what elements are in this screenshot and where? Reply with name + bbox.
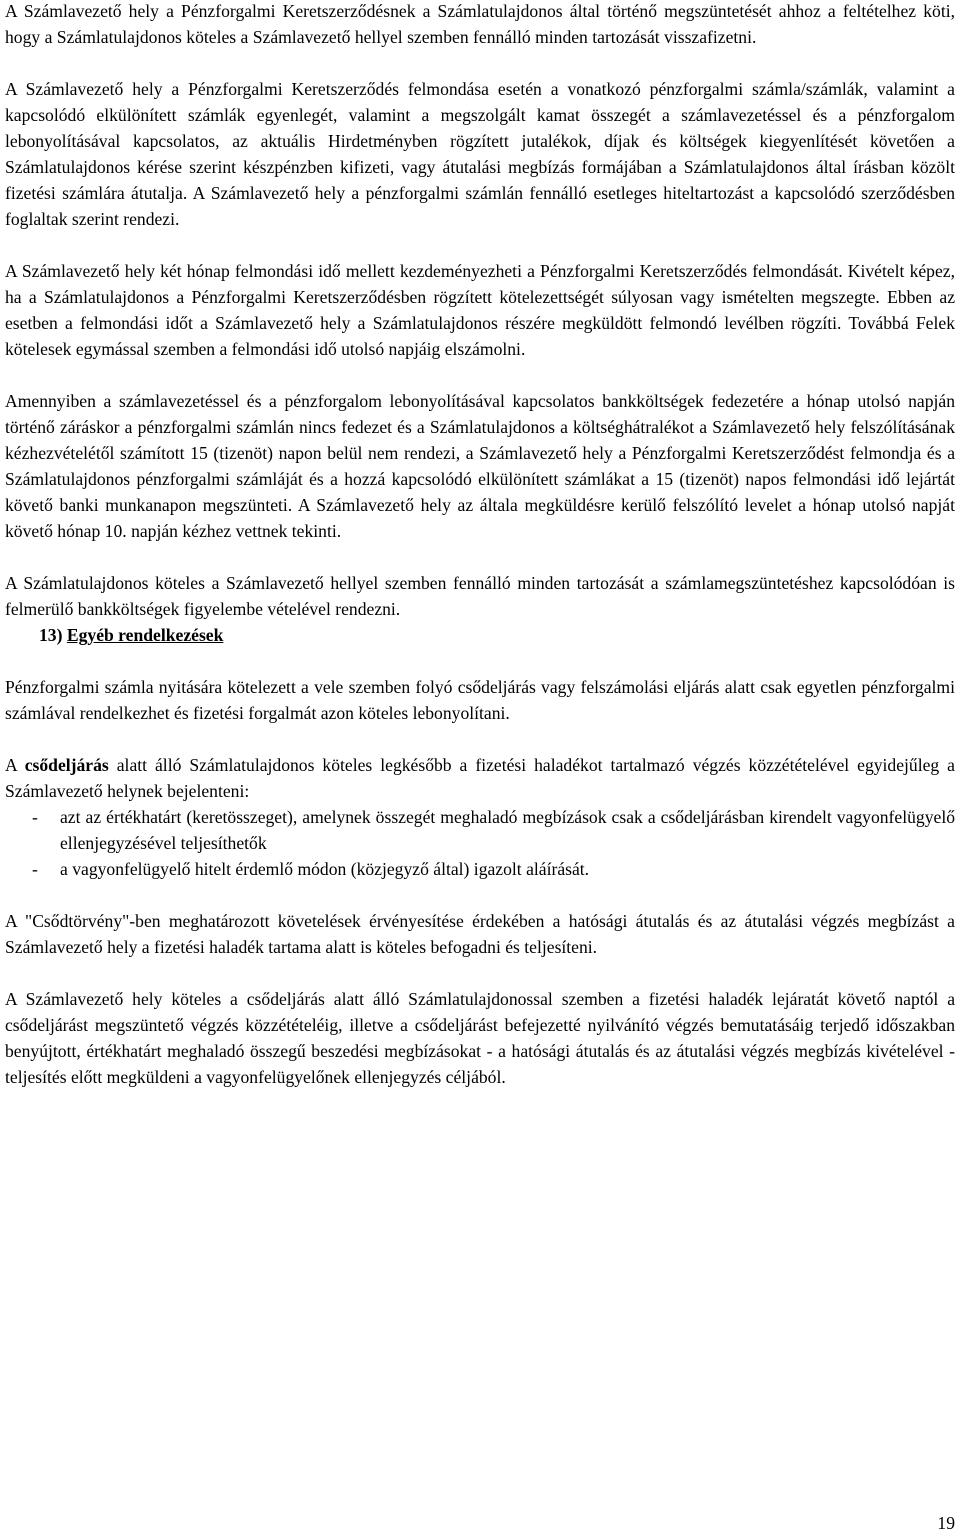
bullet-dash: - [32,807,38,827]
list-item [5,804,955,856]
section-number: 13) [39,625,63,645]
text-fragment: A [5,755,25,775]
paragraph-termination-settlement: A Számlavezető hely a Pénzforgalmi Keretszerződés felmondása esetén a vonatkozó pénzforgalmi számla/számlák, valamint a kapcsolódó elkülönített számlák egyenlegét, valamint a megszolgált kamat összegét a számlavezetéssel és a pénzforgalom lebonyolításával kapcsolatos, az aktuális Hirdetményben rögzített jutalékok, díjak és költségek kiegyenlítését követően a Számlatulajdonos kérése szerint készpénzben kifizeti, vagy átutalási megbízás formájában a Számlatulajdonos által írásban közölt fizetési számlára átutalja. A Számlavezető hely a pénzforgalmi számlán fennálló esetleges hiteltartozást a kapcsolódó szerződésben foglaltak szerint rendezi. [5,79,955,229]
paragraph-bank-costs: Amennyiben a számlavezetéssel és a pénzforgalom lebonyolításával kapcsolatos bankköltségek fedezetére a hónap utolsó napján történő záráskor a pénzforgalmi számlán nincs fedezet és a Számlatulajdonos a költséghátralékot a Számlavezető hely felszólításának kézhezvételétől számított 15 (tizenöt) napon belül nem rendezi, a Számlavezető hely a Pénzforgalmi Keretszerződést felmondja és a Számlatulajdonos pénzforgalmi számláját és a hozzá kapcsolódó elkülönített számlákat a 15 (tizenöt) napos felmondási idő lejártát követő banki munkanapon megszünteti. A Számlavezető hely az általa megküldésre kerülő felszólító levelet a hónap utolsó napját követő hónap 10. napján kézhez vettnek tekinti. [5,391,955,541]
paragraph-collection-orders: A Számlavezető hely köteles a csődeljárás alatt álló Számlatulajdonossal szemben a fizetési haladék lejáratát követő naptól a csődeljárást megszüntető végzés közzétételéig, illetve a csődeljárást befejezetté nyilvánító végzés bemutatásáig terjedő időszakban benyújtott, értékhatárt meghaladó összegű beszedési megbízásokat - a hatósági átutalás és az átutalási végzés megbízás kivételével - teljesítés előtt megküldeni a vagyonfelügyelőnek ellenjegyzés céljából. [5,989,955,1087]
section-title: Egyéb rendelkezések [66,625,224,645]
document-page [5,0,955,1090]
paragraph-termination-condition: A Számlavezető hely a Pénzforgalmi Keretszerződésnek a Számlatulajdonos által történő megszüntetését ahhoz a feltételhez köti, hogy a Számlatulajdonos köteles a Számlavezető hellyel szemben fennálló minden tartozását visszafizetni. [5,1,955,47]
list-item [5,856,955,882]
bold-term: csődeljárás [24,755,109,775]
list-item-text: azt az értékhatárt (keretösszeget), amelynek összegét meghaladó megbízások csak a csődeljárásban kirendelt vagyonfelügyelő ellenjegyzésével teljesíthetők [60,807,955,853]
bullet-dash: - [32,859,38,879]
paragraph-bankruptcy-act: A "Csődtörvény"-ben meghatározott követelések érvényesítése érdekében a hatósági átutalás és az átutalási végzés megbízást a Számlavezető hely a fizetési haladék tartama alatt is köteles befogadni és teljesíteni. [5,911,955,957]
paragraph-debt-settlement: A Számlatulajdonos köteles a Számlavezető hellyel szemben fennálló minden tartozását a számlamegszüntetéshez kapcsolódóan is felmerülő bankköltségek figyelembe vételével rendezni. [5,573,955,619]
text-fragment: alatt álló Számlatulajdonos köteles legkésőbb a fizetési haladékot tartalmazó végzés közzétételével egyidejűleg a Számlavezető helynek bejelenteni: [5,755,955,801]
paragraph-single-account: Pénzforgalmi számla nyitására kötelezett a vele szemben folyó csődeljárás vagy felszámolási eljárás alatt csak egyetlen pénzforgalmi számlával rendelkezhet és fizetési forgalmát azon köteles lebonyolítani. [5,677,955,723]
list-item-text: a vagyonfelügyelő hitelt érdemlő módon (közjegyző által) igazolt aláírását. [60,859,590,879]
page-number: 19 [937,1513,955,1533]
paragraph-bankruptcy-notification [5,752,955,804]
paragraph-notice-period: A Számlavezető hely két hónap felmondási idő mellett kezdeményezheti a Pénzforgalmi Keretszerződés felmondását. Kivételt képez, ha a Számlatulajdonos a Pénzforgalmi Keretszerződésben rögzített kötelezettségét súlyosan vagy ismételten megszegte. Ebben az esetben a felmondási időt a Számlavezető hely a Számlatulajdonos részére megküldött felmondó levélben rögzíti. Továbbá Felek kötelesek egymással szemben a felmondási idő utolsó napjáig elszámolni. [5,261,955,359]
section-heading [5,622,955,648]
bullet-list [5,804,955,882]
